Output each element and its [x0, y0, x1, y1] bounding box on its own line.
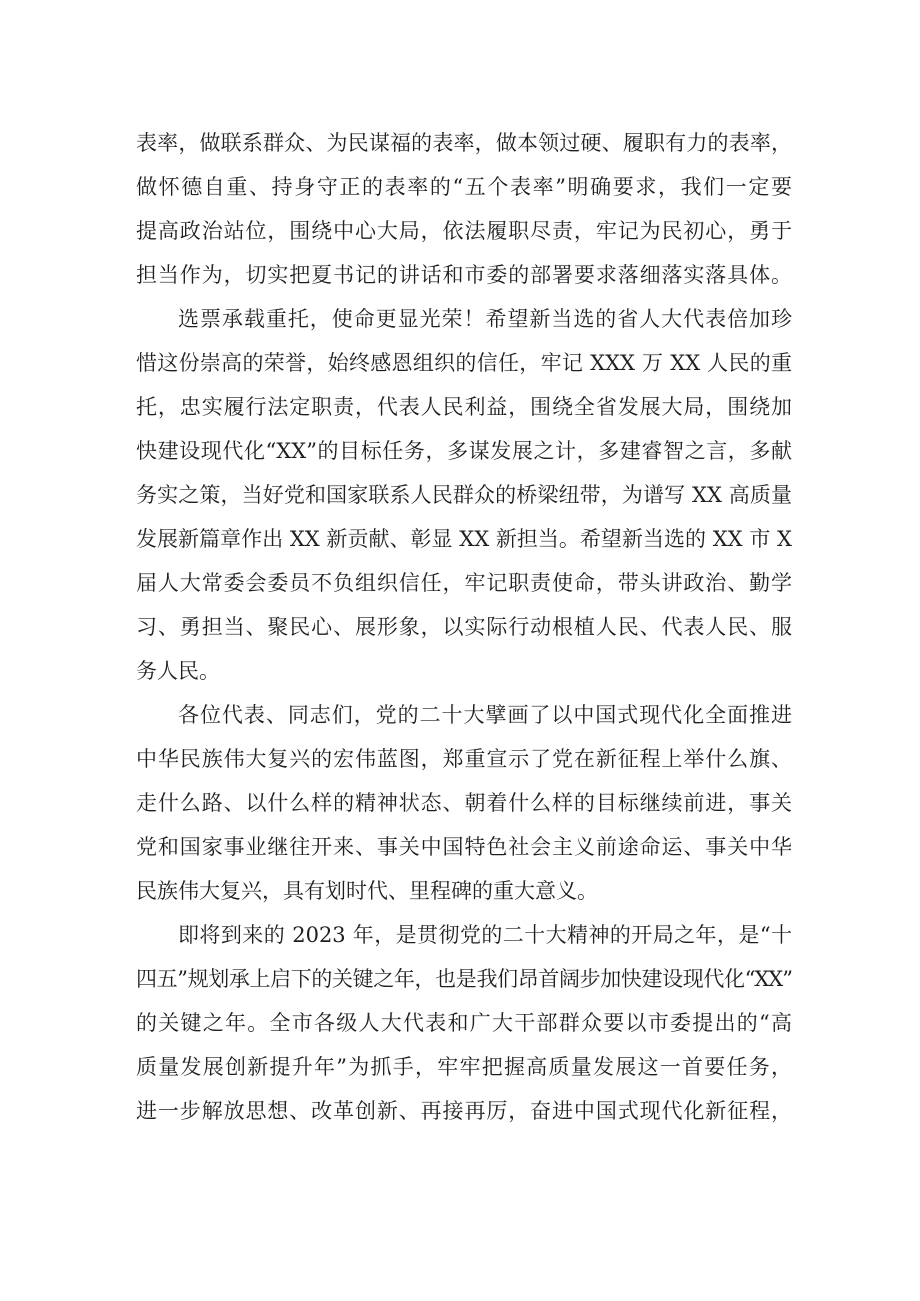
paragraph-line: 担当作为，切实把夏书记的讲话和市委的部署要求落细落实落具体。 — [136, 263, 792, 287]
paragraph-line: 中华民族伟大复兴的宏伟蓝图，郑重宣示了党在新征程上举什么旗、 — [136, 747, 792, 771]
paragraph-line: 党和国家事业继往开来、事关中国特色社会主义前途命运、事关中华 — [136, 835, 792, 859]
paragraph-line: 习、勇担当、聚民心、展形象，以实际行动根植人民、代表人民、服 — [136, 615, 792, 639]
paragraph-line: 表率，做联系群众、为民谋福的表率，做本领过硬、履职有力的表率， — [136, 131, 792, 155]
paragraph-line: 质量发展创新提升年”为抓手，牢牢把握高质量发展这一首要任务， — [136, 1055, 792, 1079]
paragraph-line: 托，忠实履行法定职责，代表人民利益，围绕全省发展大局，围绕加 — [136, 395, 792, 419]
paragraph-line: 务实之策，当好党和国家联系人民群众的桥梁纽带，为谱写 XX 高质量 — [136, 483, 792, 507]
paragraph-line: 进一步解放思想、改革创新、再接再厉，奋进中国式现代化新征程， — [136, 1099, 792, 1123]
paragraph-line: 民族伟大复兴，具有划时代、里程碑的重大意义。 — [136, 879, 598, 903]
paragraph-line: 四五”规划承上启下的关键之年，也是我们昂首阔步加快建设现代化“XX” — [136, 967, 792, 991]
paragraph-line: 的关键之年。全市各级人大代表和广大干部群众要以市委提出的“高 — [136, 1011, 792, 1035]
paragraph-line: 务人民。 — [136, 659, 220, 683]
paragraph-line: 快建设现代化“XX”的目标任务，多谋发展之计，多建睿智之言，多献 — [136, 439, 792, 463]
paragraph-line: 走什么路、以什么样的精神状态、朝着什么样的目标继续前进，事关 — [136, 791, 792, 815]
paragraph-line: 选票承载重托，使命更显光荣！希望新当选的省人大代表倍加珍 — [178, 307, 792, 331]
paragraph-line: 各位代表、同志们，党的二十大擘画了以中国式现代化全面推进 — [178, 703, 792, 727]
paragraph-line: 提高政治站位，围绕中心大局，依法履职尽责，牢记为民初心，勇于 — [136, 219, 792, 243]
paragraph-line: 惜这份崇高的荣誉，始终感恩组织的信任，牢记 XXX 万 XX 人民的重 — [136, 351, 792, 375]
paragraph-line: 做怀德自重、持身守正的表率的“五个表率”明确要求，我们一定要 — [136, 175, 792, 199]
paragraph-line: 届人大常委会委员不负组织信任，牢记职责使命，带头讲政治、勤学 — [136, 571, 792, 595]
paragraph-line: 即将到来的 2023 年，是贯彻党的二十大精神的开局之年，是“十 — [178, 923, 792, 947]
paragraph-line: 发展新篇章作出 XX 新贡献、彰显 XX 新担当。希望新当选的 XX 市 X — [136, 527, 792, 551]
